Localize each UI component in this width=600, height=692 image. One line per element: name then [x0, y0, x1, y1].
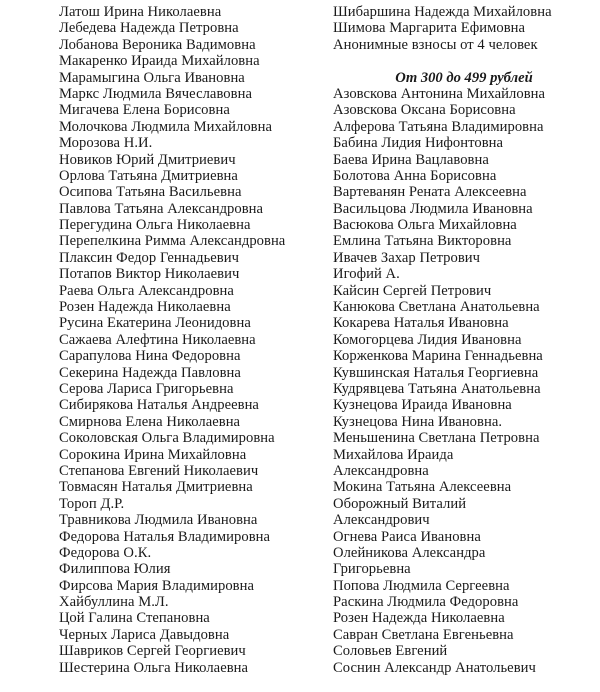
- list-item: Кузнецова Ираида Ивановна: [333, 397, 512, 414]
- list-item: Кузнецова Нина Ивановна.: [333, 413, 503, 430]
- list-item: Канюкова Светлана Анатольевна: [333, 299, 540, 316]
- list-item: Григорьевна: [333, 561, 411, 578]
- list-item: Смирнова Елена Николаевна: [59, 413, 241, 430]
- list-item: Баева Ирина Вацлавовна: [333, 151, 489, 168]
- list-item: Цой Галина Степановна: [59, 610, 210, 627]
- list-item: Ивачев Захар Петрович: [333, 249, 481, 266]
- section-heading: От 300 до 499 рублей: [395, 69, 533, 86]
- list-item: Шибаршина Надежда Михайловна: [333, 4, 552, 20]
- list-item: Васильцова Людмила Ивановна: [333, 200, 533, 217]
- list-item: Савран Светлана Евгеньевна: [333, 626, 514, 643]
- left-name-column: [59, 4, 324, 676]
- list-item: Анонимные взносы от 4 человек: [333, 36, 538, 53]
- list-item: Корженкова Марина Геннадьевна: [333, 348, 543, 365]
- list-item: Перепелкина Римма Александровна: [59, 233, 286, 250]
- right-name-column: [333, 4, 595, 676]
- list-item: Сарапулова Нина Федоровна: [59, 348, 241, 365]
- list-item: Федорова Наталья Владимировна: [59, 528, 271, 545]
- list-item: Комогорцева Лидия Ивановна: [333, 331, 522, 348]
- list-item: Секерина Надежда Павловна: [59, 364, 241, 381]
- list-item: Огнева Раиса Ивановна: [333, 528, 481, 545]
- list-item: Кайсин Сергей Петрович: [333, 282, 492, 299]
- list-item: Алферова Татьяна Владимировна: [333, 118, 544, 135]
- list-item: Кувшинская Наталья Георгиевна: [333, 364, 539, 381]
- list-item: Игофий А.: [333, 266, 400, 283]
- list-item: Черных Лариса Давыдовна: [59, 626, 230, 643]
- list-item: Соколовская Ольга Владимировна: [59, 430, 275, 447]
- list-item: Орлова Татьяна Дмитриевна: [59, 167, 238, 184]
- list-item: Шимова Маргарита Ефимовна: [333, 20, 526, 37]
- list-item: Макаренко Ираида Михайловна: [59, 53, 260, 70]
- list-item: Шестерина Ольга Николаевна: [59, 659, 249, 676]
- list-item: Сорокина Ирина Михайловна: [59, 446, 247, 463]
- list-item: Азовскова Оксана Борисовна: [333, 102, 516, 119]
- list-item: Лобанова Вероника Вадимовна: [59, 36, 256, 53]
- list-item: Хайбуллина М.Л.: [59, 594, 169, 611]
- list-item: Молочкова Людмила Михайловна: [59, 118, 273, 135]
- list-item: Павлова Татьяна Александровна: [59, 200, 264, 217]
- section-spacer: [333, 53, 595, 69]
- list-item: Розен Надежда Николаевна: [59, 299, 231, 316]
- list-item: Маркс Людмила Вячеславовна: [59, 85, 252, 102]
- list-item: Соловьев Евгений: [333, 643, 448, 660]
- list-item: Серова Лариса Григорьевна: [59, 380, 234, 397]
- list-item: Попова Людмила Сергеевна: [333, 577, 510, 594]
- list-item: Товмасян Наталья Дмитриевна: [59, 479, 253, 496]
- list-item: Плаксин Федор Геннадьевич: [59, 249, 240, 266]
- list-item: Александрович: [333, 512, 430, 529]
- list-item: Марамыгина Ольга Ивановна: [59, 69, 245, 86]
- list-item: Сибирякова Наталья Андреевна: [59, 397, 259, 414]
- list-item: Азовскова Антонина Михайловна: [333, 85, 546, 102]
- list-item: Федорова О.К.: [59, 544, 152, 561]
- list-item: Новиков Юрий Дмитриевич: [59, 151, 236, 168]
- list-item: Тороп Д.Р.: [59, 495, 125, 512]
- list-item: Шавриков Сергей Георгиевич: [59, 643, 246, 660]
- list-item: Бабина Лидия Нифонтовна: [333, 135, 504, 152]
- list-item: Мокина Татьяна Алексеевна: [333, 479, 512, 496]
- list-item: Васюкова Ольга Михайловна: [333, 217, 517, 234]
- list-item: Олейникова Александра: [333, 544, 486, 561]
- list-item: Раева Ольга Александровна: [59, 282, 234, 299]
- list-item: Сажаева Алефтина Николаевна: [59, 331, 256, 348]
- list-item: Филиппова Юлия: [59, 561, 171, 578]
- list-item: Фирсова Мария Владимировна: [59, 577, 255, 594]
- list-item: Михайлова Ираида: [333, 446, 454, 463]
- list-item: Соснин Александр Анатольевич: [333, 659, 536, 676]
- list-item: Болотова Анна Борисовна: [333, 167, 497, 184]
- list-item: Меньшенина Светлана Петровна: [333, 430, 540, 447]
- list-item: Оборожный Виталий: [333, 495, 467, 512]
- list-item: Потапов Виктор Николаевич: [59, 266, 240, 283]
- list-item: Емлина Татьяна Викторовна: [333, 233, 512, 250]
- list-item: Кокарева Наталья Ивановна: [333, 315, 509, 332]
- list-item: Мигачева Елена Борисовна: [59, 102, 230, 119]
- list-item: Розен Надежда Николаевна: [333, 610, 505, 627]
- list-item: Русина Екатерина Леонидовна: [59, 315, 251, 332]
- list-item: Вартеванян Рената Алексеевна: [333, 184, 527, 201]
- list-item: Раскина Людмила Федоровна: [333, 594, 519, 611]
- list-item: Степанова Евгений Николаевич: [59, 462, 259, 479]
- list-item: Александровна: [333, 462, 429, 479]
- list-item: Осипова Татьяна Васильевна: [59, 184, 242, 201]
- list-item: Травникова Людмила Ивановна: [59, 512, 258, 529]
- list-item: Лебедева Надежда Петровна: [59, 20, 239, 37]
- list-item: Латош Ирина Николаевна: [59, 4, 222, 20]
- list-item: Морозова Н.И.: [59, 135, 153, 152]
- list-item: Кудрявцева Татьяна Анатольевна: [333, 380, 541, 397]
- list-item: Перегудина Ольга Николаевна: [59, 217, 251, 234]
